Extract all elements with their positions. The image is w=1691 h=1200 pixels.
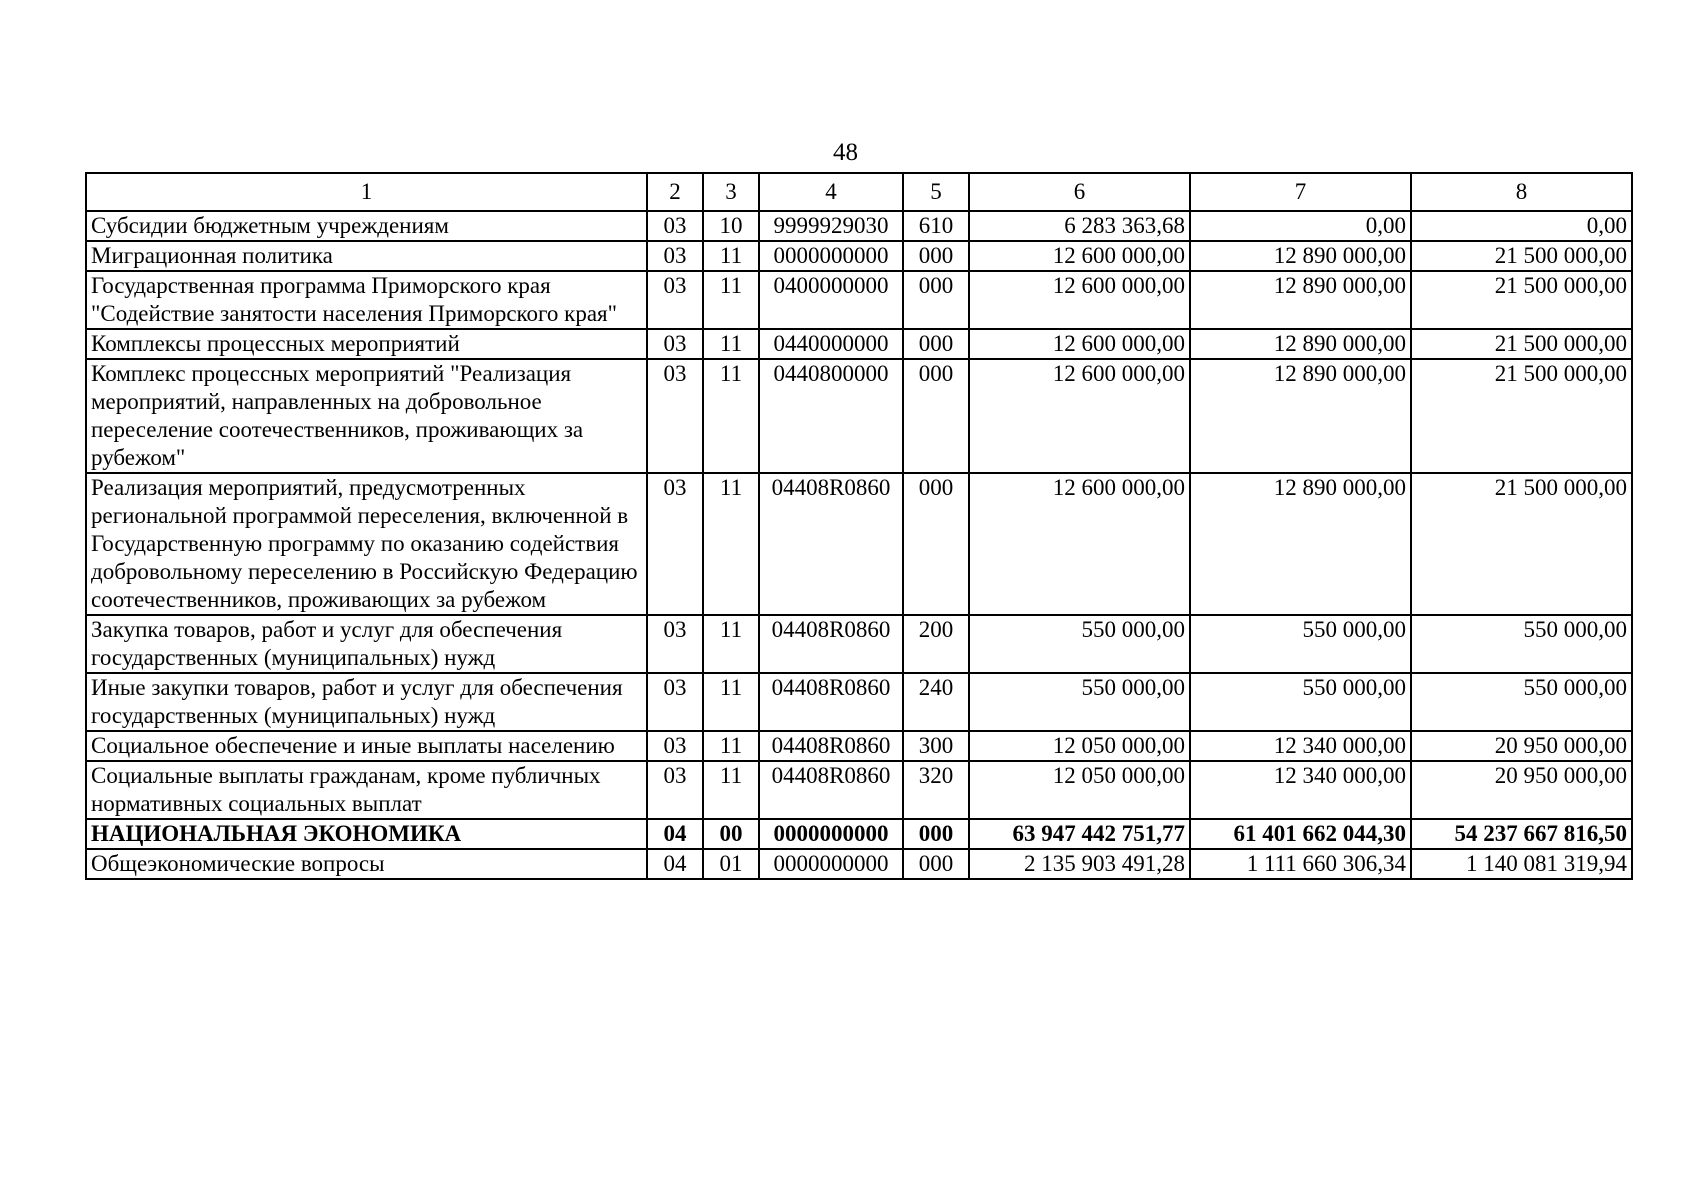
cell-amount-6: 63 947 442 751,77: [969, 819, 1190, 849]
cell-subsection: 11: [703, 329, 759, 359]
cell-expense-type: 200: [903, 615, 969, 673]
cell-target-article: 04408R0860: [759, 761, 903, 819]
row-name: Иные закупки товаров, работ и услуг для обеспечения государственных (муниципальных) нужд: [86, 673, 647, 731]
column-header: 1: [86, 173, 647, 211]
cell-section: 03: [647, 271, 703, 329]
cell-section: 04: [647, 819, 703, 849]
cell-target-article: 0400000000: [759, 271, 903, 329]
cell-section: 03: [647, 731, 703, 761]
table-row: [86, 819, 1632, 849]
cell-subsection: 11: [703, 271, 759, 329]
cell-amount-8: 0,00: [1411, 211, 1632, 241]
row-name: Реализация мероприятий, предусмотренных региональной программой переселения, включенной в Государственную программу по оказанию содействия добровольному переселению в Российскую Федерацию соотечественников, проживающих за рубежом: [86, 473, 647, 615]
cell-amount-7: 12 340 000,00: [1190, 731, 1411, 761]
cell-amount-8: 20 950 000,00: [1411, 731, 1632, 761]
cell-amount-8: 21 500 000,00: [1411, 359, 1632, 473]
table-row: [86, 615, 1632, 673]
cell-amount-8: 21 500 000,00: [1411, 473, 1632, 615]
table-row: [86, 271, 1632, 329]
cell-section: 03: [647, 473, 703, 615]
cell-subsection: 01: [703, 849, 759, 879]
row-name: Общеэкономические вопросы: [86, 849, 647, 879]
cell-amount-7: 550 000,00: [1190, 615, 1411, 673]
cell-amount-8: 1 140 081 319,94: [1411, 849, 1632, 879]
cell-amount-6: 12 600 000,00: [969, 473, 1190, 615]
cell-amount-6: 12 600 000,00: [969, 271, 1190, 329]
cell-amount-7: 0,00: [1190, 211, 1411, 241]
column-header: 7: [1190, 173, 1411, 211]
cell-subsection: 00: [703, 819, 759, 849]
cell-amount-8: 550 000,00: [1411, 615, 1632, 673]
cell-target-article: 0440800000: [759, 359, 903, 473]
column-header: 2: [647, 173, 703, 211]
cell-target-article: 04408R0860: [759, 473, 903, 615]
cell-amount-7: 12 340 000,00: [1190, 761, 1411, 819]
column-header: 3: [703, 173, 759, 211]
budget-table: [85, 172, 1633, 880]
cell-section: 03: [647, 359, 703, 473]
row-name: НАЦИОНАЛЬНАЯ ЭКОНОМИКА: [86, 819, 647, 849]
cell-amount-8: 20 950 000,00: [1411, 761, 1632, 819]
cell-amount-6: 12 050 000,00: [969, 731, 1190, 761]
cell-amount-6: 12 600 000,00: [969, 241, 1190, 271]
cell-amount-6: 6 283 363,68: [969, 211, 1190, 241]
cell-expense-type: 320: [903, 761, 969, 819]
table-row: [86, 731, 1632, 761]
cell-amount-7: 12 890 000,00: [1190, 473, 1411, 615]
cell-expense-type: 610: [903, 211, 969, 241]
row-name: Комплексы процессных мероприятий: [86, 329, 647, 359]
cell-subsection: 11: [703, 241, 759, 271]
cell-section: 03: [647, 211, 703, 241]
table-body: [86, 211, 1632, 879]
cell-amount-8: 550 000,00: [1411, 673, 1632, 731]
cell-target-article: 04408R0860: [759, 673, 903, 731]
cell-section: 04: [647, 849, 703, 879]
row-name: Миграционная политика: [86, 241, 647, 271]
cell-target-article: 0000000000: [759, 849, 903, 879]
cell-amount-7: 12 890 000,00: [1190, 359, 1411, 473]
row-name: Государственная программа Приморского края "Содействие занятости населения Приморского края": [86, 271, 647, 329]
cell-subsection: 11: [703, 761, 759, 819]
cell-subsection: 11: [703, 473, 759, 615]
cell-target-article: 04408R0860: [759, 731, 903, 761]
cell-amount-7: 12 890 000,00: [1190, 271, 1411, 329]
cell-amount-7: 1 111 660 306,34: [1190, 849, 1411, 879]
cell-target-article: 9999929030: [759, 211, 903, 241]
cell-section: 03: [647, 673, 703, 731]
cell-expense-type: 000: [903, 473, 969, 615]
cell-expense-type: 300: [903, 731, 969, 761]
row-name: Субсидии бюджетным учреждениям: [86, 211, 647, 241]
cell-amount-8: 21 500 000,00: [1411, 271, 1632, 329]
cell-expense-type: 000: [903, 359, 969, 473]
table-row: [86, 673, 1632, 731]
row-name: Социальное обеспечение и иные выплаты населению: [86, 731, 647, 761]
table-row: [86, 211, 1632, 241]
column-header: 8: [1411, 173, 1632, 211]
cell-amount-6: 12 600 000,00: [969, 359, 1190, 473]
cell-subsection: 10: [703, 211, 759, 241]
cell-subsection: 11: [703, 359, 759, 473]
table-row: [86, 473, 1632, 615]
cell-expense-type: 000: [903, 241, 969, 271]
header-row: [86, 173, 1632, 211]
cell-expense-type: 000: [903, 329, 969, 359]
cell-expense-type: 240: [903, 673, 969, 731]
row-name: Комплекс процессных мероприятий "Реализация мероприятий, направленных на добровольное переселение соотечественников, проживающих за рубежом": [86, 359, 647, 473]
cell-target-article: 0000000000: [759, 241, 903, 271]
cell-amount-8: 54 237 667 816,50: [1411, 819, 1632, 849]
cell-subsection: 11: [703, 731, 759, 761]
cell-amount-6: 12 600 000,00: [969, 329, 1190, 359]
cell-subsection: 11: [703, 615, 759, 673]
table-row: [86, 241, 1632, 271]
cell-amount-7: 12 890 000,00: [1190, 241, 1411, 271]
cell-expense-type: 000: [903, 271, 969, 329]
cell-target-article: 04408R0860: [759, 615, 903, 673]
cell-amount-7: 12 890 000,00: [1190, 329, 1411, 359]
cell-amount-6: 550 000,00: [969, 673, 1190, 731]
cell-amount-6: 12 050 000,00: [969, 761, 1190, 819]
table-row: [86, 329, 1632, 359]
cell-section: 03: [647, 241, 703, 271]
cell-amount-8: 21 500 000,00: [1411, 329, 1632, 359]
page-number: 48: [833, 139, 858, 166]
cell-amount-7: 61 401 662 044,30: [1190, 819, 1411, 849]
column-header: 4: [759, 173, 903, 211]
cell-amount-6: 550 000,00: [969, 615, 1190, 673]
cell-expense-type: 000: [903, 849, 969, 879]
cell-section: 03: [647, 761, 703, 819]
column-header: 5: [903, 173, 969, 211]
cell-section: 03: [647, 615, 703, 673]
table-row: [86, 761, 1632, 819]
table-row: [86, 849, 1632, 879]
column-header: 6: [969, 173, 1190, 211]
cell-amount-6: 2 135 903 491,28: [969, 849, 1190, 879]
cell-target-article: 0440000000: [759, 329, 903, 359]
cell-section: 03: [647, 329, 703, 359]
table-row: [86, 359, 1632, 473]
cell-subsection: 11: [703, 673, 759, 731]
cell-expense-type: 000: [903, 819, 969, 849]
cell-amount-8: 21 500 000,00: [1411, 241, 1632, 271]
row-name: Закупка товаров, работ и услуг для обеспечения государственных (муниципальных) нужд: [86, 615, 647, 673]
cell-target-article: 0000000000: [759, 819, 903, 849]
row-name: Социальные выплаты гражданам, кроме публичных нормативных социальных выплат: [86, 761, 647, 819]
cell-amount-7: 550 000,00: [1190, 673, 1411, 731]
